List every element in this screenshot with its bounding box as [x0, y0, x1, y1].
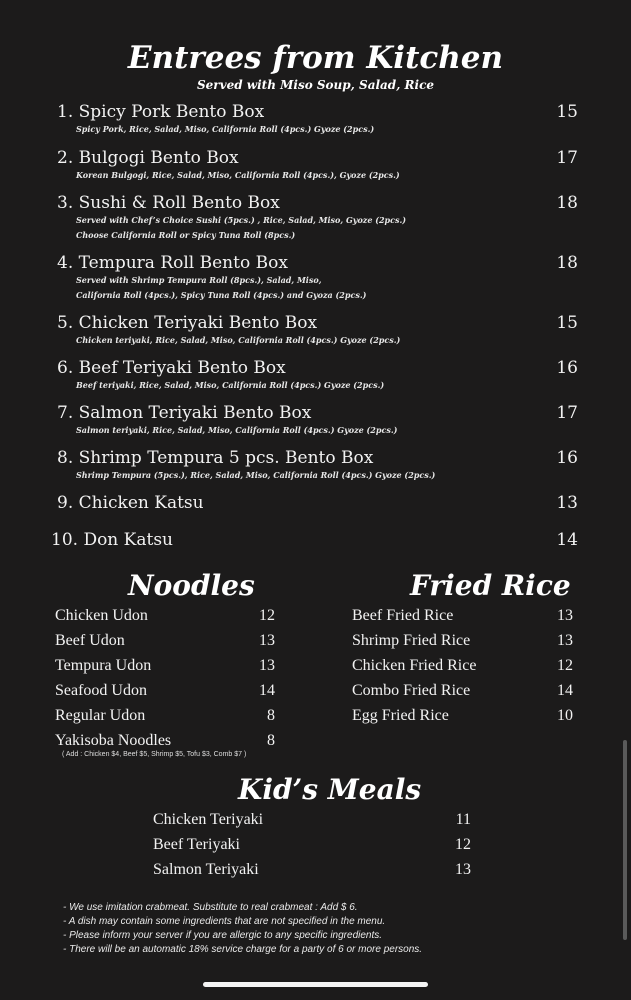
scrollbar[interactable]: [623, 740, 627, 940]
note-line: - A dish may contain some ingredients that are not specified in the menu.: [63, 916, 386, 927]
noodle-price: 8: [267, 732, 275, 749]
entree-name: 4. Tempura Roll Bento Box: [57, 253, 288, 273]
fried-rice-name: Combo Fried Rice: [352, 682, 471, 699]
noodle-name: Seafood Udon: [55, 682, 147, 699]
entree-description: Served with Chef’s Choice Sushi (5pcs.) , Rice, Salad, Miso, Gyoze (2pcs.): [76, 215, 407, 225]
entree-name: 1. Spicy Pork Bento Box: [57, 102, 265, 122]
entree-price: 18: [556, 193, 578, 213]
entree-description: Salmon teriyaki, Rice, Salad, Miso, California Roll (4pcs.) Gyoze (2pcs.): [76, 425, 398, 435]
fried-rice-name: Beef Fried Rice: [352, 607, 454, 624]
fried-rice-price: 13: [557, 632, 573, 649]
entree-price: 16: [556, 448, 578, 468]
kids-meals-title: Kid’s Meals: [238, 773, 422, 806]
entree-description: Choose California Roll or Spicy Tuna Roll (8pcs.): [76, 230, 296, 240]
entree-price: 14: [556, 530, 578, 550]
entree-name: 8. Shrimp Tempura 5 pcs. Bento Box: [57, 448, 374, 468]
entree-description: California Roll (4pcs.), Spicy Tuna Roll (4pcs.) and Gyoza (2pcs.): [76, 290, 367, 300]
noodle-name: Beef Udon: [55, 632, 125, 649]
noodle-name: Regular Udon: [55, 707, 146, 724]
entree-name: 5. Chicken Teriyaki Bento Box: [57, 313, 318, 333]
noodle-price: 8: [267, 707, 275, 724]
entree-name: 6. Beef Teriyaki Bento Box: [57, 358, 286, 378]
note-line: - We use imitation crabmeat. Substitute to real crabmeat : Add $ 6.: [63, 902, 358, 913]
entree-price: 17: [556, 403, 578, 423]
fried-rice-title: Fried Rice: [410, 569, 571, 602]
fried-rice-name: Chicken Fried Rice: [352, 657, 477, 674]
kids-meal-name: Salmon Teriyaki: [153, 861, 259, 878]
entree-description: Spicy Pork, Rice, Salad, Miso, California Roll (4pcs.) Gyoze (2pcs.): [76, 124, 375, 134]
noodle-name: Chicken Udon: [55, 607, 148, 624]
entree-price: 17: [556, 148, 578, 168]
noodle-price: 13: [259, 632, 275, 649]
entree-price: 16: [556, 358, 578, 378]
entrees-title: Entrees from Kitchen: [127, 40, 504, 76]
kids-meal-price: 11: [455, 811, 471, 828]
noodle-price: 13: [259, 657, 275, 674]
noodle-name: Yakisoba Noodles: [55, 732, 172, 749]
noodle-price: 12: [259, 607, 275, 624]
entree-description: Korean Bulgogi, Rice, Salad, Miso, California Roll (4pcs.), Gyoze (2pcs.): [76, 170, 400, 180]
fried-rice-price: 13: [557, 607, 573, 624]
kids-meal-price: 12: [455, 836, 471, 853]
noodle-name: Tempura Udon: [55, 657, 152, 674]
entree-name: 10. Don Katsu: [51, 530, 173, 550]
entree-description: Shrimp Tempura (5pcs.), Rice, Salad, Miso, California Roll (4pcs.) Gyoze (2pcs.): [76, 470, 436, 480]
note-line: - Please inform your server if you are allergic to any specific ingredients.: [63, 930, 383, 941]
entree-description: Served with Shrimp Tempura Roll (8pcs.), Salad, Miso,: [76, 275, 322, 285]
entree-description: Beef teriyaki, Rice, Salad, Miso, California Roll (4pcs.) Gyoze (2pcs.): [76, 380, 385, 390]
noodles-addon: ( Add : Chicken $4, Beef $5, Shrimp $5, Tofu $3, Comb $7 ): [62, 751, 247, 758]
entrees-subtitle: Served with Miso Soup, Salad, Rice: [196, 78, 435, 92]
entree-price: 15: [556, 102, 578, 122]
home-indicator[interactable]: [203, 982, 428, 987]
entree-name: 9. Chicken Katsu: [57, 493, 204, 513]
entree-name: 2. Bulgogi Bento Box: [57, 148, 239, 168]
fried-rice-name: Egg Fried Rice: [352, 707, 449, 724]
kids-meal-name: Beef Teriyaki: [153, 836, 240, 853]
fried-rice-price: 14: [557, 682, 573, 699]
kids-meal-name: Chicken Teriyaki: [153, 811, 264, 828]
fried-rice-price: 12: [557, 657, 573, 674]
entree-name: 3. Sushi & Roll Bento Box: [57, 193, 280, 213]
noodles-title: Noodles: [128, 569, 255, 602]
entree-price: 18: [556, 253, 578, 273]
entree-price: 15: [556, 313, 578, 333]
note-line: - There will be an automatic 18% service charge for a party of 6 or more persons.: [63, 944, 423, 955]
entree-name: 7. Salmon Teriyaki Bento Box: [57, 403, 312, 423]
entree-description: Chicken teriyaki, Rice, Salad, Miso, California Roll (4pcs.) Gyoze (2pcs.): [76, 335, 401, 345]
fried-rice-price: 10: [557, 707, 573, 724]
fried-rice-name: Shrimp Fried Rice: [352, 632, 471, 649]
kids-meal-price: 13: [455, 861, 471, 878]
entree-price: 13: [556, 493, 578, 513]
noodle-price: 14: [259, 682, 275, 699]
